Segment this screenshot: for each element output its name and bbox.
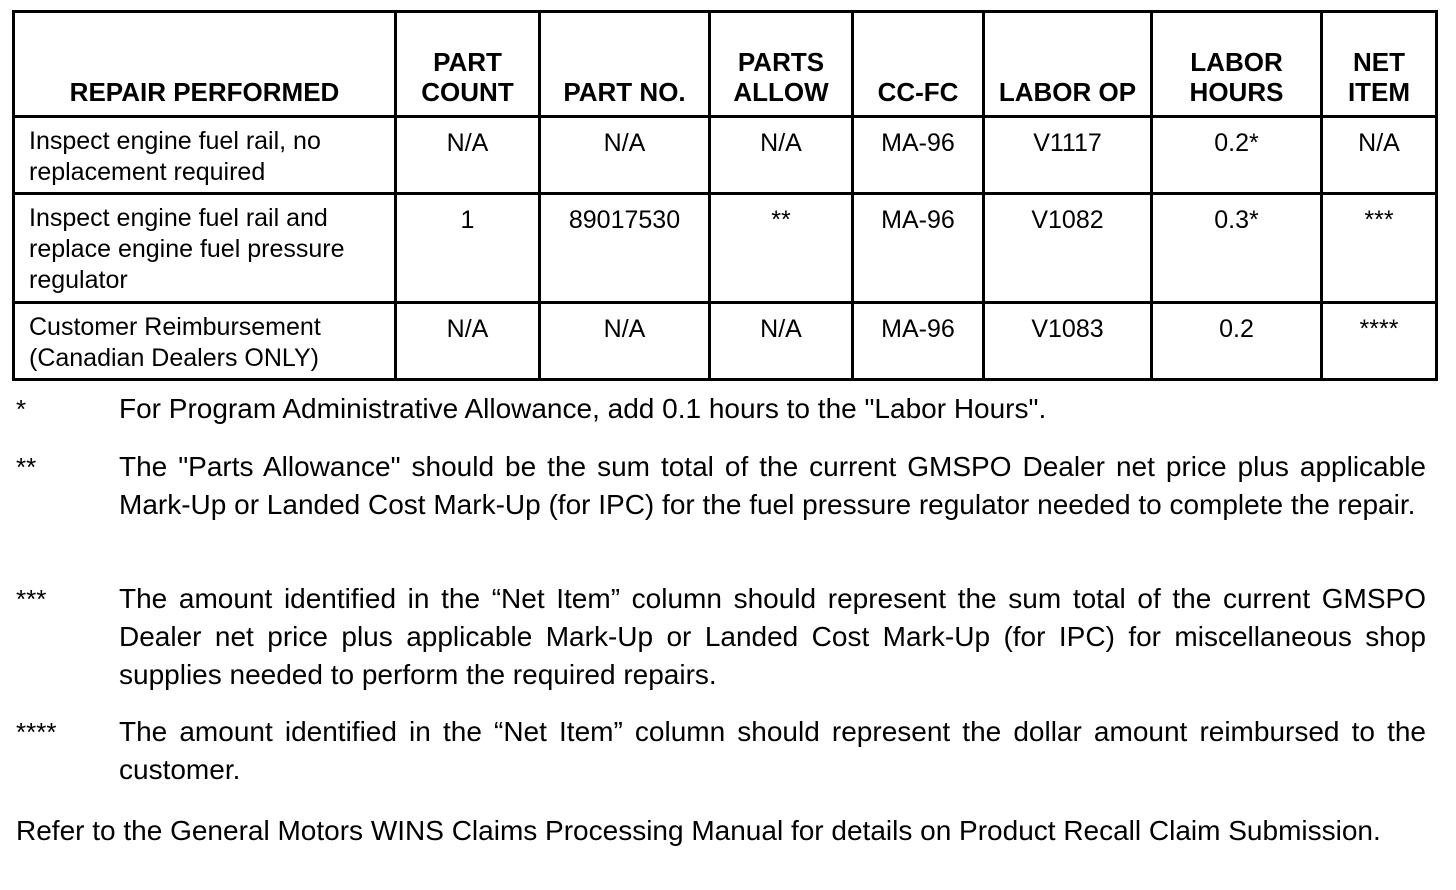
footnote-text: The "Parts Allowance" should be the sum total of the current GMSPO Dealer net price plus applicable Mark-Up or Landed Cost Mark-Up (for IPC) for the fuel pressure regulator needed to complete the repair.: [119, 451, 1426, 520]
header-cc-fc: CC-FC: [853, 12, 984, 117]
footnote-text: For Program Administrative Allowance, add 0.1 hours to the "Labor Hours".: [119, 393, 1047, 424]
cell-cc-fc: MA-96: [853, 303, 984, 380]
header-labor-hours: LABOR HOURS: [1152, 12, 1322, 117]
header-repair-performed: REPAIR PERFORMED: [14, 12, 396, 117]
cell-labor-op: V1082: [984, 194, 1152, 303]
footnote-text: The amount identified in the “Net Item” column should represent the sum total of the current GMSPO Dealer net price plus applicable Mark-Up or Landed Cost Mark-Up (for IPC) for miscellaneous shop supplies needed to perform the required repairs.: [119, 583, 1426, 690]
cell-parts-allow: N/A: [710, 303, 853, 380]
header-part-no: PART NO.: [540, 12, 710, 117]
cell-part-count: N/A: [396, 117, 540, 194]
cell-labor-hours: 0.3*: [1152, 194, 1322, 303]
cell-cc-fc: MA-96: [853, 117, 984, 194]
cell-labor-op: V1117: [984, 117, 1152, 194]
cell-repair-performed: Inspect engine fuel rail, no replacement required: [14, 117, 396, 194]
footnote-text: The amount identified in the “Net Item” column should represent the dollar amount reimbursed to the customer.: [119, 716, 1426, 785]
footnote-single-asterisk: [16, 390, 1426, 428]
cell-part-count: N/A: [396, 303, 540, 380]
footnote-double-asterisk: [16, 448, 1426, 524]
cell-parts-allow: N/A: [710, 117, 853, 194]
cell-labor-op: V1083: [984, 303, 1152, 380]
cell-part-no: 89017530: [540, 194, 710, 303]
header-labor-op: LABOR OP: [984, 12, 1152, 117]
footnote-mark: ***: [16, 584, 47, 614]
footnote-mark: *: [16, 394, 27, 424]
cell-cc-fc: MA-96: [853, 194, 984, 303]
cell-parts-allow: **: [710, 194, 853, 303]
cell-part-no: N/A: [540, 117, 710, 194]
header-net-item: NET ITEM: [1322, 12, 1437, 117]
cell-labor-hours: 0.2*: [1152, 117, 1322, 194]
table-row: [14, 117, 1437, 194]
header-parts-allow: PARTS ALLOW: [710, 12, 853, 117]
header-part-count: PART COUNT: [396, 12, 540, 117]
closing-paragraph: Refer to the General Motors WINS Claims Processing Manual for details on Product Recall Claim Submission.: [16, 815, 1381, 846]
cell-repair-performed: Customer Reimbursement (Canadian Dealers ONLY): [14, 303, 396, 380]
table-row: [14, 303, 1437, 380]
footnote-mark: **: [16, 452, 37, 482]
table-header-row: [14, 12, 1437, 117]
cell-repair-performed: Inspect engine fuel rail and replace engine fuel pressure regulator: [14, 194, 396, 303]
table-row: [14, 194, 1437, 303]
cell-part-no: N/A: [540, 303, 710, 380]
labor-operation-table: [12, 10, 1438, 381]
cell-net-item: ****: [1322, 303, 1437, 380]
cell-part-count: 1: [396, 194, 540, 303]
cell-net-item: ***: [1322, 194, 1437, 303]
footnote-mark: ****: [16, 717, 57, 747]
footnote-quadruple-asterisk: [16, 713, 1426, 789]
cell-net-item: N/A: [1322, 117, 1437, 194]
footnote-triple-asterisk: [16, 580, 1426, 694]
cell-labor-hours: 0.2: [1152, 303, 1322, 380]
